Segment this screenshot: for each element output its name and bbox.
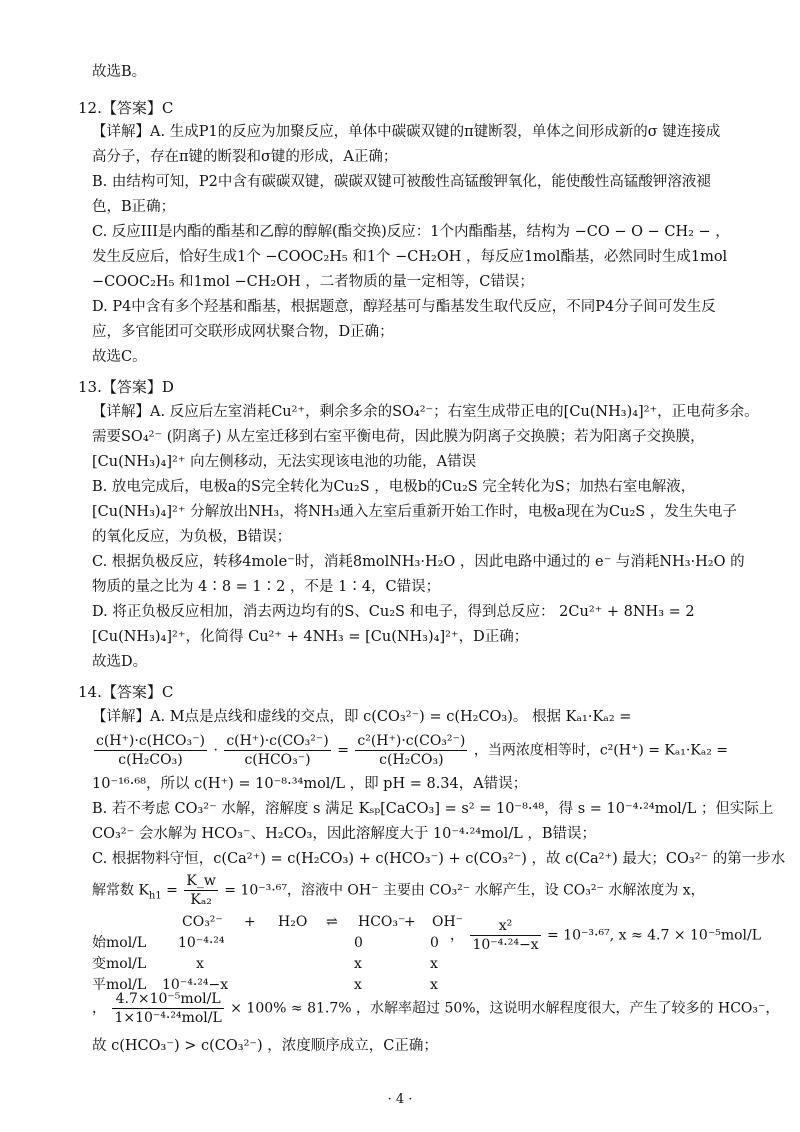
- fraction: $\frac{\text{x²}}{\text{10⁻⁴·²⁴−x}}$: [472, 918, 539, 953]
- text-line: 物质的量之比为 4∶8 = 1∶2 ，不是 1∶4，C错误；: [92, 579, 441, 595]
- fraction: $\frac{\text{c²(H⁺)·c(CO₃²⁻)}}{\text{c(H₂CO₃)}}$: [357, 733, 466, 768]
- fraction: $\frac{\text{4.7×10⁻⁵mol/L}}{\text{1×10⁻⁴·²⁴mol/L}}$: [114, 991, 222, 1026]
- text-line: 故选C。: [92, 349, 147, 365]
- text-line: 10⁻¹⁶·⁶⁸，所以 c(H⁺) = 10⁻⁸·³⁴mol/L ，即 pH = 8.34，A错误；: [92, 776, 528, 792]
- text-line: 【详解】A. 反应后左室消耗Cu²⁺，剩余多余的SO₄²⁻；右室生成带正电的[Cu(NH₃)₄]²⁺，正电荷多余。: [92, 404, 759, 420]
- text-line: −COOC₂H₅ 和1mol −CH₂OH ，二者物质的量一定相等，C错误；: [92, 274, 534, 290]
- text-line: 故 c(HCO₃⁻) > c(CO₃²⁻) ，浓度顺序成立，C正确；: [92, 1038, 438, 1054]
- text-line: D. 将正负极反应相加，消去两边均有的S、Cu₂S 和电子，得到总反应： 2Cu²⁺ + 8NH₃ = 2: [92, 604, 695, 620]
- text-line: [Cu(NH₃)₄]²⁺ 向左侧移动，无法实现该电池的功能，A错误: [92, 454, 477, 470]
- fraction: $\frac{\text{c(H⁺)·c(CO₃²⁻)}}{\text{c(HCO₃⁻)}}$: [226, 733, 329, 768]
- question-13-answer: 13.【答案】D: [78, 378, 174, 396]
- fraction: $\frac{\text{c(H⁺)·c(HCO₃⁻)}}{\text{c(H₂CO₃)}}$: [96, 733, 205, 768]
- ice-table-row: 始mol/L 10⁻⁴·²⁴ 0 0: [92, 935, 439, 951]
- text-line: [Cu(NH₃)₄]²⁺，化简得 Cu²⁺ + 4NH₃ = [Cu(NH₃)₄]²⁺，D正确；: [92, 629, 529, 645]
- text-line: 需要SO₄²⁻ (阴离子) 从左室迁移到右室平衡电荷，因此膜为阴离子交换膜；若为阳离子交换膜，: [92, 429, 705, 445]
- hydrolysis-rate-equation: ， $\frac{\text{4.7×10⁻⁵mol/L}}{\text{1×10⁻⁴·²⁴mol/L}}$ × 100% ≈ 81.7% ，水解率超过 50%，这说明水解程度很大，产生了较多的 HCO₃⁻，: [92, 991, 780, 1026]
- text-line: C. 根据负极反应，转移4mole⁻时，消耗8molNH₃·H₂O ，因此电路中通过的 e⁻ 与消耗NH₃·H₂O 的: [92, 554, 745, 570]
- ice-table-row: 变mol/L x x x: [92, 956, 438, 972]
- text-line: B. 若不考虑 CO₃²⁻ 水解，溶解度 s 满足 Kₛₚ[CaCO₃] = s² = 10⁻⁸·⁴⁸，得 s = 10⁻⁴·²⁴mol/L ；但实际上: [92, 801, 774, 817]
- question-14-answer: 14.【答案】C: [78, 683, 174, 701]
- text-line: CO₃²⁻ 会水解为 HCO₃⁻、H₂CO₃，因此溶解度大于 10⁻⁴·²⁴mol/L ，B错误；: [92, 826, 596, 842]
- text-line: 的氧化反应，为负极，B错误；: [92, 529, 292, 545]
- fraction: $\frac{K\_w}{\text{Kₐ₂}}$: [186, 873, 216, 908]
- text-line: 色，B正确；: [92, 199, 176, 215]
- text-line: [Cu(NH₃)₄]²⁺ 分解放出NH₃，将NH₃通入左室后重新开始工作时，电极a现在为Cu₂S ，发生失电子: [92, 504, 737, 520]
- text-line: C. 根据物料守恒，c(Ca²⁺) = c(H₂CO₃) + c(HCO₃⁻) + c(CO₃²⁻) ，故 c(Ca²⁺) 最大；CO₃²⁻ 的第一步水: [92, 851, 786, 867]
- hydrolysis-constant-equation: 解常数 $K_{h1}$ = $\frac{K\_w}{\text{Kₐ₂}}$ = 10⁻³·⁶⁷，溶液中 OH⁻ 主要由 CO₃²⁻ 水解产生，设 CO₃²⁻ 水解浓度为 x，: [92, 873, 705, 908]
- text-line: 【详解】A. M点是点线和虚线的交点，即 c(CO₃²⁻) = c(H₂CO₃)。 根据 Kₐ₁·Kₐ₂ =: [92, 709, 632, 725]
- text-line: 故选B。: [92, 64, 147, 80]
- ice-table-row: 平mol/L 10⁻⁴·²⁴−x x x: [92, 977, 438, 993]
- text-line: 【详解】A. 生成P1的反应为加聚反应，单体中碳碳双键的π键断裂，单体之间形成新的σ 键连接成: [92, 124, 721, 140]
- hydrolysis-calc: ， $\frac{\text{x²}}{\text{10⁻⁴·²⁴−x}}$ = 10⁻³·⁶⁷, x ≈ 4.7 × 10⁻⁵mol/L: [450, 918, 762, 953]
- question-12-answer: 12.【答案】C: [78, 99, 174, 117]
- text-line: B. 放电完成后，电极a的S完全转化为Cu₂S ，电极b的Cu₂S 完全转化为S；加热右室电解液，: [92, 479, 696, 495]
- text-line: D. P4中含有多个羟基和酯基，根据题意，醇羟基可与酯基发生取代反应，不同P4分子间可发生反: [92, 299, 716, 315]
- text-line: 发生反应后，恰好生成1个 −COOC₂H₅ 和1个 −CH₂OH ，每反应1mol酯基，必然同时生成1mol: [92, 249, 728, 265]
- text-line: 高分子，存在π键的断裂和σ键的形成，A正确；: [92, 149, 398, 165]
- ice-table-header: CO₃²⁻ + H₂O ⇌ HCO₃⁻ + OH⁻: [182, 914, 464, 930]
- page-number: · 4 ·: [387, 1092, 413, 1107]
- text-line: 应，多官能团可交联形成网状聚合物，D正确；: [92, 324, 394, 340]
- equilibrium-constant-equation: $\frac{\text{c(H⁺)·c(HCO₃⁻)}}{\text{c(H₂CO₃)}}$ · $\frac{\text{c(H⁺)·c(CO₃²⁻)}}{\text{c(HCO₃⁻)}}$ = $\frac{\text{c²(H⁺)·c(CO₃²⁻)}}{\text{c(H₂CO₃)}}$ ，当两浓度相等时，c²(H⁺) = Kₐ₁·Kₐ₂ =: [96, 733, 729, 768]
- text-line: C. 反应III是内酯的酯基和乙醇的醇解(酯交换)反应：1个内酯酯基，结构为 −CO − O − CH₂ − ，: [92, 224, 730, 240]
- text-line: 故选D。: [92, 654, 148, 670]
- text-line: B. 由结构可知，P2中含有碳碳双键，碳碳双键可被酸性高锰酸钾氧化，能使酸性高锰酸钾溶液褪: [92, 174, 711, 190]
